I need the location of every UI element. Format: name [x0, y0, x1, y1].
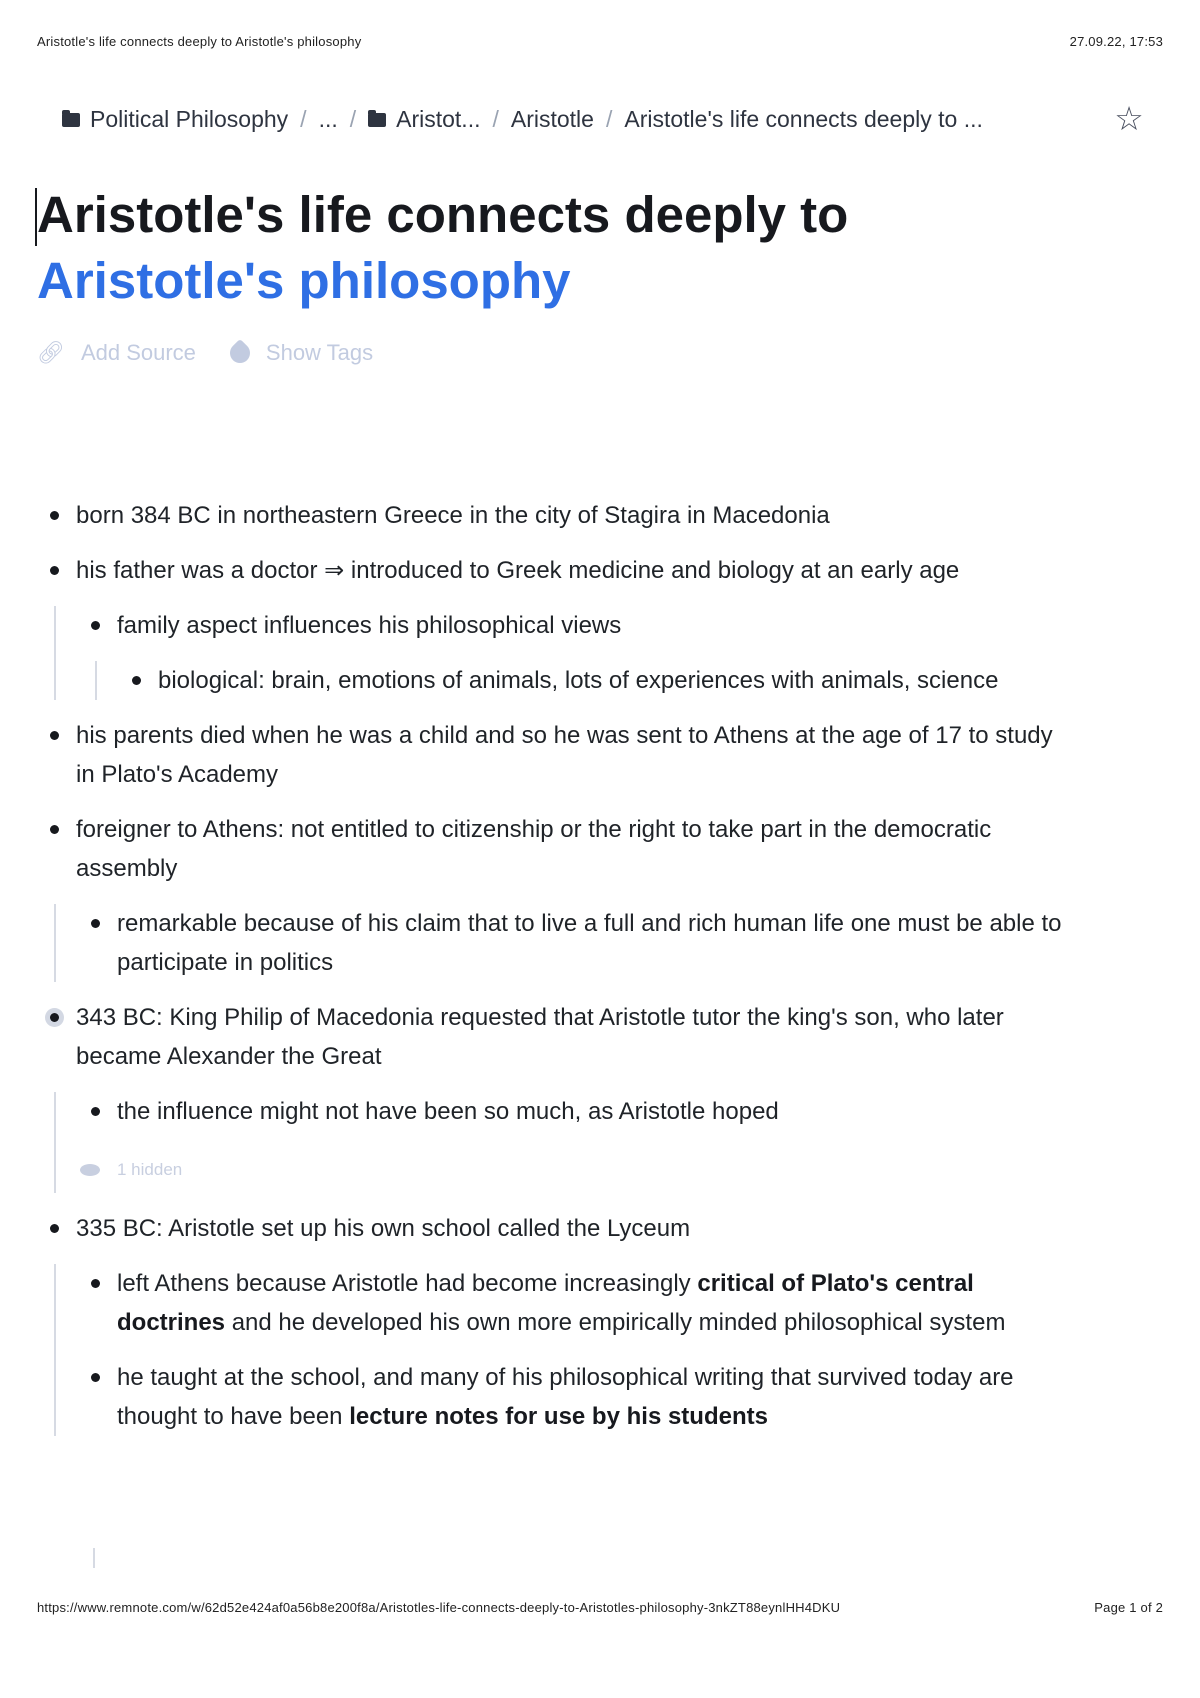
note-text: the influence might not have been so much, as Aristotle hoped — [117, 1098, 779, 1125]
list-item[interactable] — [37, 998, 1067, 1193]
list-item[interactable] — [78, 606, 1067, 700]
bullet-dot[interactable] — [50, 825, 59, 834]
breadcrumb-label: Aristot... — [396, 106, 481, 132]
note-text: biological: brain, emotions of animals, lots of experiences with animals, science — [158, 667, 999, 694]
list-item[interactable] — [37, 496, 1067, 535]
list-item[interactable] — [119, 661, 1067, 700]
bullet-dot[interactable] — [91, 1373, 100, 1382]
list-item[interactable] — [37, 1209, 1067, 1436]
list-item[interactable] — [78, 1358, 1067, 1436]
print-footer-url: https://www.remnote.com/w/62d52e424af0a56b8e200f8a/Aristotles-life-connects-deeply-to-Aristotles-philosophy-3nkZT88eynlHH4DKU — [37, 1600, 841, 1615]
star-icon[interactable]: ☆ — [1114, 100, 1144, 137]
note-text: his father was a doctor ⇒ introduced to Greek medicine and biology at an early age — [76, 557, 960, 584]
note-text: 335 BC: Aristotle set up his own school called the Lyceum — [76, 1215, 691, 1242]
note-text-pre: he taught at the school, and many of his philosophical writing that survived today are thought to have been — [117, 1364, 1014, 1430]
page-title[interactable] — [37, 182, 1137, 314]
breadcrumb-label: Political Philosophy — [90, 106, 289, 132]
note-text: remarkable because of his claim that to live a full and rich human life one must be able to participate in politics — [117, 910, 1062, 976]
show-tags-button[interactable] — [230, 340, 373, 366]
text-cursor — [35, 188, 37, 246]
note-text-bold: critical of Plato's central doctrines — [117, 1270, 974, 1336]
print-footer — [37, 1600, 1163, 1620]
add-source-label: Add Source — [80, 340, 196, 365]
child-list — [95, 661, 1067, 700]
bullet-dot[interactable] — [91, 919, 100, 928]
note-text: 343 BC: King Philip of Macedonia requested that Aristotle tutor the king's son, who later became Alexander the Great — [76, 1004, 1004, 1070]
child-list — [54, 904, 1067, 982]
notes-tree — [37, 496, 1067, 1452]
add-source-button[interactable] — [37, 340, 196, 366]
breadcrumb — [62, 106, 1082, 133]
folder-icon — [62, 113, 80, 127]
link-icon: 🔗︎ — [37, 340, 65, 365]
print-header — [37, 34, 1163, 54]
breadcrumb-separator: / — [605, 106, 613, 132]
breadcrumb-item-political-philosophy[interactable] — [62, 106, 288, 133]
page-title-part2-link[interactable]: Aristotle's philosophy — [37, 252, 571, 309]
note-text: family aspect influences his philosophical views — [117, 612, 622, 639]
child-list — [54, 606, 1067, 700]
hidden-children-toggle[interactable] — [78, 1147, 1067, 1193]
note-text: his parents died when he was a child and so he was sent to Athens at the age of 17 to study in Plato's Academy — [76, 722, 1053, 788]
note-text-post: and he developed his own more empirically minded philosophical system — [225, 1309, 1006, 1336]
breadcrumb-item-aristotle[interactable]: Aristotle — [510, 106, 594, 132]
print-header-datetime: 27.09.22, 17:53 — [1069, 34, 1163, 49]
list-item[interactable] — [37, 551, 1067, 700]
page-cut-guide — [93, 1548, 95, 1568]
eye-icon — [80, 1164, 100, 1176]
note-text-pre: left Athens because Aristotle had become increasingly — [117, 1270, 698, 1297]
note-text-bold: lecture notes for use by his students — [349, 1403, 768, 1430]
bullet-dot[interactable] — [50, 511, 59, 520]
breadcrumb-separator: / — [349, 106, 357, 132]
page-title-part1: Aristotle's life connects deeply to — [37, 186, 849, 243]
bullet-dot[interactable] — [50, 566, 59, 575]
meta-row — [37, 340, 407, 366]
hidden-count: 1 hidden — [117, 1160, 183, 1179]
breadcrumb-item-current[interactable]: Aristotle's life connects deeply to ... — [624, 106, 983, 132]
note-text: foreigner to Athens: not entitled to citizenship or the right to take part in the democratic assembly — [76, 816, 992, 882]
note-text: born 384 BC in northeastern Greece in the city of Stagira in Macedonia — [76, 502, 830, 529]
bullet-dot[interactable] — [91, 621, 100, 630]
show-tags-label: Show Tags — [265, 340, 374, 365]
child-list — [54, 1092, 1067, 1193]
breadcrumb-separator: / — [300, 106, 307, 132]
child-list — [54, 1264, 1067, 1436]
bullet-dot[interactable] — [91, 1107, 100, 1116]
bullet-dot[interactable] — [132, 676, 141, 685]
list-item[interactable] — [37, 716, 1067, 794]
print-header-title: Aristotle's life connects deeply to Aristotle's philosophy — [37, 34, 362, 49]
bullet-dot-collapsed[interactable] — [50, 1013, 59, 1022]
print-footer-page: Page 1 of 2 — [1094, 1600, 1163, 1615]
bullet-dot[interactable] — [91, 1279, 100, 1288]
tag-icon — [226, 339, 254, 367]
breadcrumb-item-aristot-folder[interactable] — [368, 106, 480, 133]
list-item[interactable] — [37, 810, 1067, 982]
bullet-dot[interactable] — [50, 1224, 59, 1233]
breadcrumb-separator: / — [492, 106, 499, 132]
breadcrumb-item-collapsed[interactable]: ... — [318, 106, 338, 132]
folder-icon — [368, 113, 386, 127]
bullet-dot[interactable] — [50, 731, 59, 740]
list-item[interactable] — [78, 904, 1067, 982]
list-item[interactable] — [78, 1264, 1067, 1342]
notes-list — [37, 496, 1067, 1436]
list-item[interactable] — [78, 1092, 1067, 1131]
